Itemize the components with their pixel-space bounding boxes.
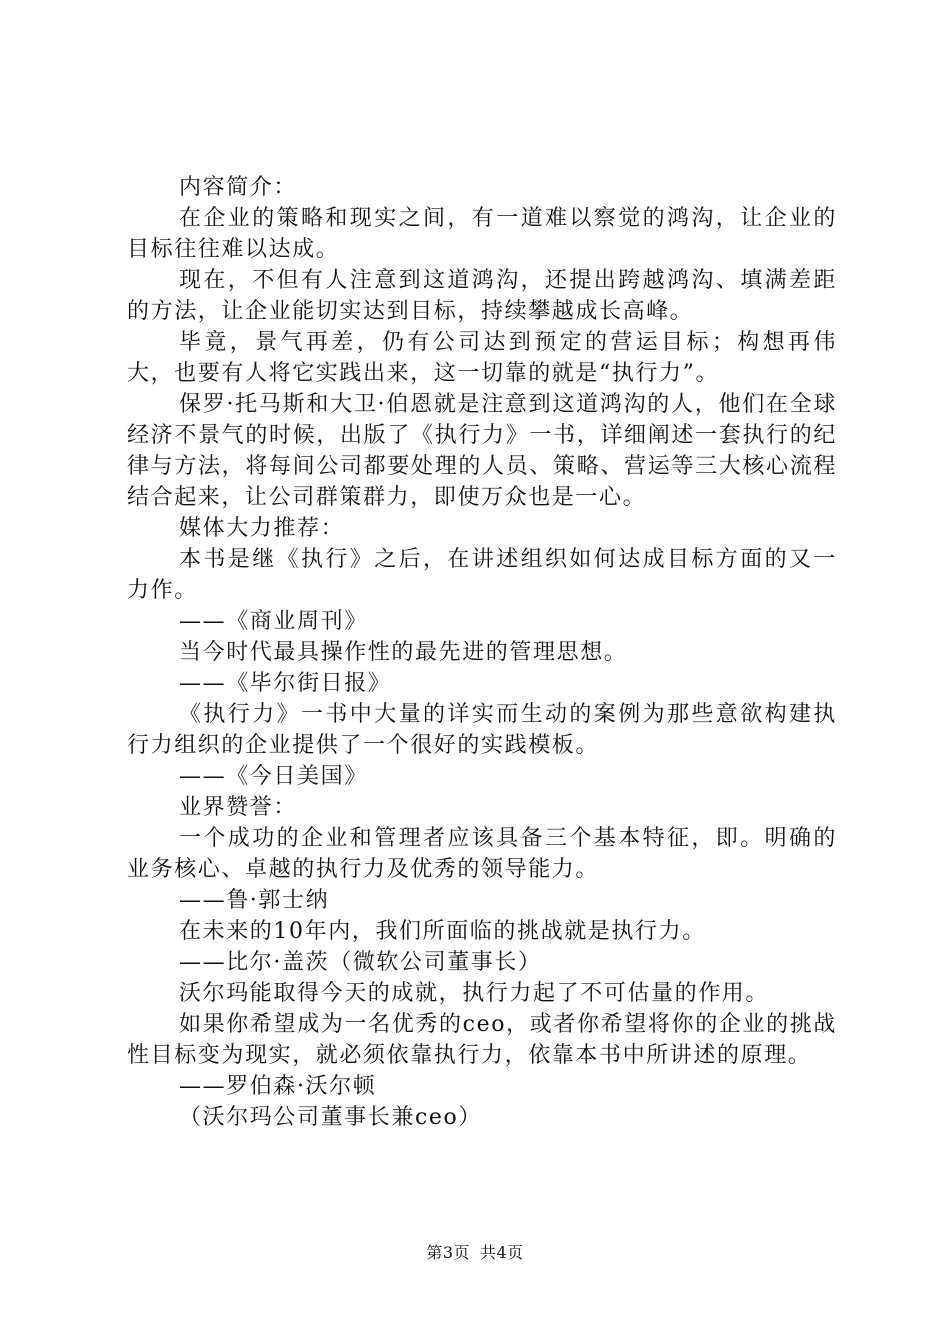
quote-attribution: ——比尔·盖茨（微软公司董事长） (179, 950, 542, 975)
quote-attribution: （沃尔玛公司董事长兼ceo） (179, 1105, 482, 1130)
section-heading-intro: 内容简介： (179, 175, 298, 200)
paragraph: 毕竟，景气再差，仍有公司达到预定的营运目标；构想再伟大，也要有人将它实践出来，这一切靠的就是“执行力”。 (127, 330, 837, 386)
page-total: 共4页 (480, 1243, 524, 1262)
section-heading-media: 媒体大力推荐： (179, 516, 345, 541)
quote-attribution: ——罗伯森·沃尔顿 (179, 1074, 377, 1099)
quote-attribution: ——《商业周刊》 (179, 609, 368, 634)
quote-attribution: ——《今日美国》 (179, 764, 368, 789)
paragraph: 保罗·托马斯和大卫·伯恩就是注意到这道鸿沟的人，他们在全球经济不景气的时候，出版了《执行力》一书，详细阐述一套执行的纪律与方法，将每间公司都要处理的人员、策略、营运等三大核心流程结合起来，让公司群策群力，即使万众也是一心。 (127, 392, 837, 510)
paragraph: 在企业的策略和现实之间，有一道难以察觉的鸿沟，让企业的目标往往难以达成。 (127, 206, 837, 262)
page-footer (0, 1243, 950, 1263)
quote: 《执行力》一书中大量的详实而生动的案例为那些意欲构建执行力组织的企业提供了一个很好的实践模板。 (127, 702, 837, 758)
document-body (127, 172, 837, 1133)
quote: 沃尔玛能取得今天的成就，执行力起了不可估量的作用。 (179, 981, 770, 1006)
quote-attribution: ——鲁·郭士纳 (179, 888, 330, 913)
quote: 当今时代最具操作性的最先进的管理思想。 (179, 640, 628, 665)
quote: 一个成功的企业和管理者应该具备三个基本特征，即。明确的业务核心、卓越的执行力及优秀的领导能力。 (127, 826, 837, 882)
quote: 在未来的10年内，我们所面临的挑战就是执行力。 (179, 919, 706, 944)
quote: 本书是继《执行》之后，在讲述组织如何达成目标方面的又一力作。 (127, 547, 837, 603)
section-heading-praise: 业界赞誉： (179, 795, 298, 820)
paragraph: 现在，不但有人注意到这道鸿沟，还提出跨越鸿沟、填满差距的方法，让企业能切实达到目标，持续攀越成长高峰。 (127, 268, 837, 324)
quote: 如果你希望成为一名优秀的ceo，或者你希望将你的企业的挑战性目标变为现实，就必须依靠执行力，依靠本书中所讲述的原理。 (127, 1012, 837, 1068)
quote-attribution: ——《毕尔街日报》 (179, 671, 392, 696)
page-number: 第3页 (426, 1243, 470, 1262)
